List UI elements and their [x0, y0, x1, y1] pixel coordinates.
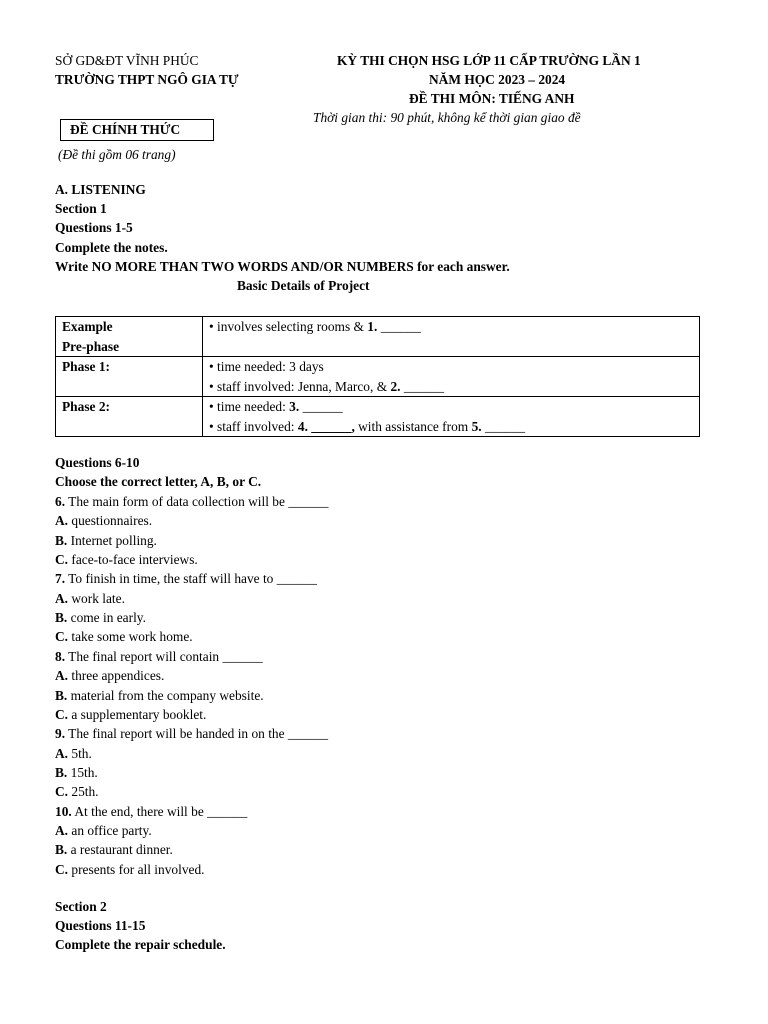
- option-letter: C.: [55, 784, 69, 800]
- pages-note: (Đề thi gồm 06 trang): [58, 147, 176, 162]
- phase2-staff-text: • staff involved:: [209, 418, 298, 434]
- answer-option: [55, 592, 125, 605]
- table-row: [56, 357, 700, 397]
- answer-option: [55, 766, 98, 779]
- q2-number: 2.: [390, 378, 401, 394]
- question-number: 9.: [55, 726, 66, 742]
- pre-phase-text: • involves selecting rooms &: [209, 319, 368, 334]
- official-stamp-box: [60, 119, 214, 141]
- pre-phase-line: [209, 317, 699, 337]
- answer-option: [55, 630, 193, 643]
- q4-number: 4.: [297, 418, 308, 434]
- option-letter: A.: [55, 590, 69, 606]
- option-letter: B.: [55, 687, 68, 703]
- phase2-staff: [209, 417, 699, 437]
- q1-blank: ______: [377, 319, 421, 334]
- phase1-staff-text: • staff involved: Jenna, Marco, &: [209, 378, 391, 394]
- question-stem: [55, 727, 328, 740]
- answer-option: [55, 689, 264, 702]
- option-text: an office party.: [68, 822, 152, 838]
- question-number: 7.: [55, 571, 66, 587]
- department-name: SỞ GD&ĐT VĨNH PHÚC: [55, 53, 199, 68]
- row-label: Phase 2:: [56, 397, 203, 437]
- q3-blank: ______: [299, 399, 343, 414]
- instruction-complete-notes: Complete the notes.: [55, 240, 168, 255]
- option-letter: B.: [55, 842, 68, 858]
- option-text: take some work home.: [68, 629, 193, 645]
- school-name: TRƯỜNG THPT NGÔ GIA TỰ: [55, 72, 239, 87]
- questions-11-15-heading: Questions 11-15: [55, 918, 146, 933]
- answer-option: [55, 669, 164, 682]
- option-letter: A.: [55, 668, 69, 684]
- instruction-choose-letter: Choose the correct letter, A, B, or C.: [55, 474, 262, 489]
- section2-title: Section 2: [55, 899, 107, 914]
- label-example: Example: [62, 319, 113, 334]
- assistance-text: with assistance from: [358, 418, 472, 434]
- option-letter: B.: [55, 532, 68, 548]
- instruction-word-limit: Write NO MORE THAN TWO WORDS AND/OR NUMBERS for each answer.: [55, 259, 510, 274]
- table-row: [56, 397, 700, 437]
- exam-duration: Thời gian thi: 90 phút, không kể thời gian giao đề: [313, 110, 581, 125]
- phase1-time: • time needed: 3 days: [209, 359, 324, 374]
- option-letter: C.: [55, 552, 69, 568]
- question-number: 6.: [55, 494, 66, 509]
- option-letter: B.: [55, 610, 68, 626]
- listening-title: A. LISTENING: [55, 182, 146, 197]
- option-letter: C.: [55, 629, 69, 645]
- project-details-table: [55, 316, 700, 437]
- q2-blank: ______: [400, 378, 445, 394]
- q5-blank: ______: [481, 418, 526, 434]
- option-letter: B.: [55, 764, 68, 780]
- option-text: come in early.: [67, 610, 146, 626]
- row-content: [203, 397, 700, 437]
- option-text: presents for all involved.: [68, 861, 205, 877]
- phase2-time-text: • time needed:: [209, 399, 290, 414]
- option-text: 25th.: [68, 784, 99, 800]
- exam-subject: ĐỀ THI MÔN: TIẾNG ANH: [409, 91, 575, 106]
- question-text: To finish in time, the staff will have to ______: [65, 571, 317, 587]
- label-pre-phase: Pre-phase: [62, 338, 120, 354]
- instruction-repair-schedule: Complete the repair schedule.: [55, 937, 226, 952]
- question-text: The main form of data collection will be ______: [65, 494, 329, 509]
- question-text: At the end, there will be ______: [71, 803, 248, 819]
- q4-blank: ______,: [307, 418, 359, 434]
- row-label: [56, 317, 203, 357]
- question-stem: [55, 572, 317, 585]
- question-text: The final report will contain ______: [65, 648, 263, 664]
- answer-option: [55, 514, 152, 527]
- phase1-staff: [209, 377, 699, 397]
- q1-number: 1.: [367, 319, 378, 334]
- table-title: Basic Details of Project: [237, 278, 370, 293]
- option-text: a restaurant dinner.: [67, 842, 173, 858]
- row-content: [203, 317, 700, 357]
- exam-title: KỲ THI CHỌN HSG LỚP 11 CẤP TRƯỜNG LẦN 1: [337, 53, 641, 68]
- section1-title: Section 1: [55, 201, 107, 216]
- option-text: Internet polling.: [67, 532, 157, 548]
- option-text: face-to-face interviews.: [68, 552, 198, 568]
- option-letter: A.: [55, 745, 69, 761]
- option-letter: C.: [55, 861, 69, 877]
- question-stem: [55, 495, 328, 508]
- option-text: 15th.: [67, 764, 98, 780]
- school-year: NĂM HỌC 2023 – 2024: [429, 72, 566, 87]
- option-text: questionnaires.: [68, 513, 153, 529]
- answer-option: [55, 824, 152, 837]
- answer-option: [55, 534, 157, 547]
- answer-option: [55, 708, 206, 721]
- question-text: The final report will be handed in on the ______: [65, 726, 329, 742]
- row-content: [203, 357, 700, 397]
- answer-option: [55, 747, 92, 760]
- answer-option: [55, 553, 198, 566]
- questions-1-5-heading: Questions 1-5: [55, 220, 133, 235]
- option-letter: C.: [55, 706, 69, 722]
- question-number: 10.: [55, 803, 72, 819]
- question-stem: [55, 650, 263, 663]
- q5-number: 5.: [471, 418, 482, 434]
- option-text: material from the company website.: [67, 687, 264, 703]
- answer-option: [55, 785, 99, 798]
- answer-option: [55, 863, 205, 876]
- option-text: three appendices.: [68, 668, 165, 684]
- answer-option: [55, 611, 146, 624]
- option-text: 5th.: [68, 745, 92, 761]
- table-row: [56, 317, 700, 357]
- official-label: ĐỀ CHÍNH THỨC: [70, 122, 181, 137]
- option-text: a supplementary booklet.: [68, 706, 207, 722]
- phase2-time: [209, 397, 699, 417]
- option-letter: A.: [55, 513, 69, 529]
- option-text: work late.: [68, 590, 125, 606]
- answer-option: [55, 843, 173, 856]
- row-label: Phase 1:: [56, 357, 203, 397]
- option-letter: A.: [55, 822, 69, 838]
- q3-number: 3.: [289, 399, 300, 414]
- questions-6-10-heading: Questions 6-10: [55, 455, 140, 470]
- question-number: 8.: [55, 648, 66, 664]
- question-stem: [55, 805, 247, 818]
